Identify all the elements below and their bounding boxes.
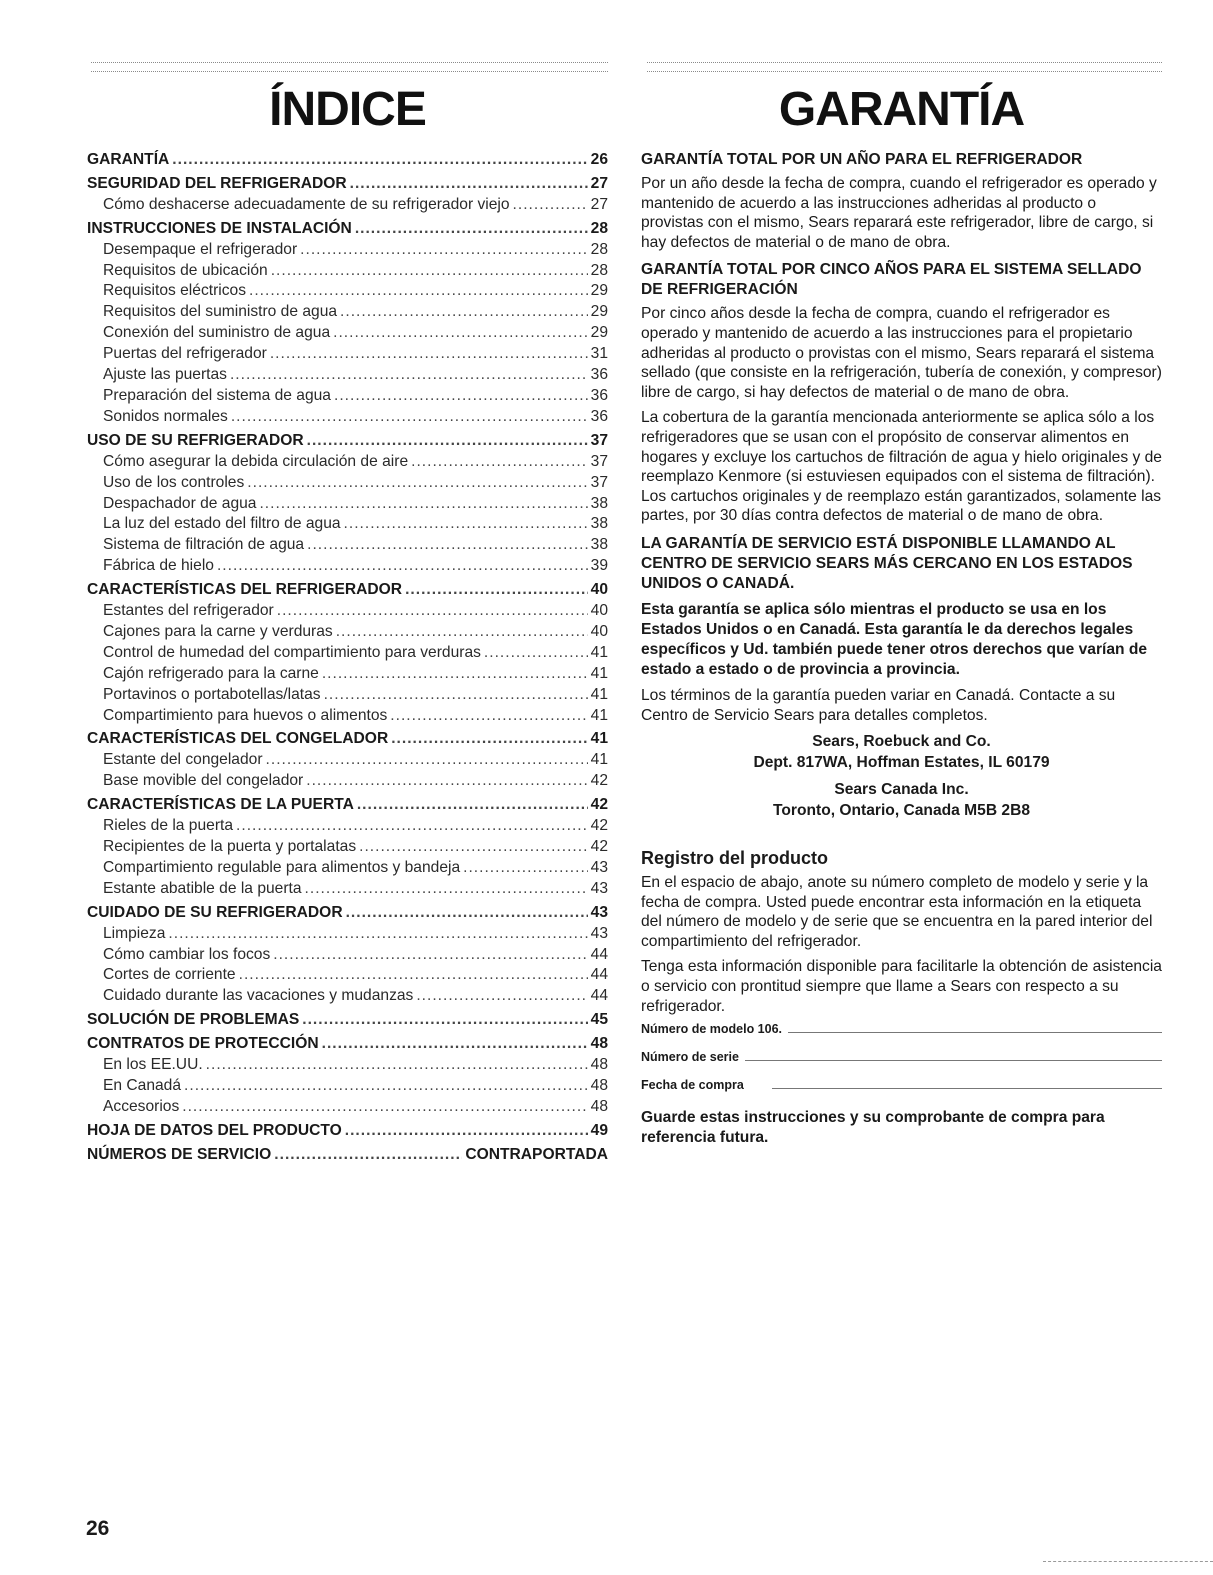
toc-entry [87,407,608,428]
toc-leader-dots [266,750,588,771]
toc-page-number: 41 [590,685,608,703]
toc-entry [87,302,608,323]
serial-number-field[interactable] [641,1050,1162,1064]
save-instructions-note: Guarde estas instrucciones y su comprobante de compra para referencia futura. [641,1109,1105,1147]
toc-entry-title: Recipientes de la puerta y portalatas [103,838,357,855]
toc-entry [87,601,608,622]
toc-page-number: 44 [590,987,608,1005]
serial-number-label: Número de serie [641,1050,739,1065]
toc-page-number: 43 [590,858,608,876]
toc-page-number: 48 [590,1097,608,1115]
toc-entry-title: Cajón refrigerado para la carne [103,664,319,682]
toc-entry [87,685,608,706]
toc-entry [87,1076,608,1097]
toc-entry [87,837,608,858]
toc-entry [87,580,608,601]
toc-leader-dots [350,174,588,195]
toc-entry-title: Sonidos normales [103,407,228,425]
toc-entry [87,622,608,643]
toc-entry [87,729,608,750]
toc-leader-dots [340,302,588,323]
toc-leader-dots [184,1076,588,1097]
toc-entry [87,535,608,556]
model-number-field[interactable] [641,1022,1162,1036]
toc-entry [87,431,608,452]
table-of-contents [87,150,608,1166]
toc-page-number: 31 [590,345,608,363]
toc-page-number: 27 [590,195,608,213]
toc-entry-title: INSTRUCCIONES DE INSTALACIÓN [87,219,352,237]
toc-leader-dots [230,365,588,386]
product-registration-title: Registro del producto [641,848,829,869]
toc-entry-title: USO DE SU REFRIGERADOR [87,431,304,449]
toc-leader-dots [334,386,588,407]
toc-page-number: 29 [590,282,608,300]
service-availability-heading: LA GARANTÍA DE SERVICIO ESTÁ DISPONIBLE LLAMANDO AL CENTRO DE SERVICIO SEARS MÁS CERCANO EN LOS ESTADOS UNIDOS O CANADÁ. [641,534,1133,592]
index-column [87,62,608,1166]
toc-entry [87,1097,608,1118]
toc-entry [87,965,608,986]
warranty-heading-five-years: GARANTÍA TOTAL POR CINCO AÑOS PARA EL SISTEMA SELLADO DE REFRIGERACIÓN [641,261,1142,299]
toc-leader-dots [411,452,588,473]
toc-leader-dots [333,323,588,344]
top-rule [647,62,1162,72]
toc-leader-dots [359,837,588,858]
toc-entry [87,986,608,1007]
toc-entry [87,903,608,924]
toc-leader-dots [274,1145,462,1166]
toc-entry [87,281,608,302]
toc-page-number: 28 [590,219,608,237]
toc-entry-title: Cómo asegurar la debida circulación de aire [103,452,409,470]
toc-leader-dots [513,195,588,216]
toc-entry [87,879,608,900]
toc-leader-dots [306,771,587,792]
toc-page-number: 28 [590,240,608,258]
toc-page-number: 27 [590,174,608,192]
toc-leader-dots [182,1097,587,1118]
toc-page-number: 39 [590,557,608,575]
toc-page-number: 38 [590,536,608,554]
toc-entry [87,261,608,282]
toc-leader-dots [355,219,588,240]
toc-leader-dots [391,729,587,750]
toc-entry-title: Accesorios [103,1097,180,1115]
toc-leader-dots [270,344,588,365]
toc-leader-dots [206,1055,588,1076]
toc-entry [87,924,608,945]
toc-entry-title: HOJA DE DATOS DEL PRODUCTO [87,1121,342,1139]
toc-page-number: 41 [590,643,608,661]
registration-paragraph: Tenga esta información disponible para facilitarle la obtención de asistencia o servicio con prontitud siempre que llame a Sears con respecto a su refrigerador. [641,958,1162,1015]
toc-entry-title: Rieles de la puerta [103,817,234,835]
toc-leader-dots [307,431,588,452]
toc-leader-dots [217,556,588,577]
toc-leader-dots [463,858,588,879]
toc-entry-title: Cómo deshacerse adecuadamente de su refrigerador viejo [103,195,510,213]
toc-entry [87,795,608,816]
toc-entry-title: Base movible del congelador [103,772,304,790]
registration-paragraph: En el espacio de abajo, anote su número completo de modelo y serie y la fecha de compra. Usted puede encontrar esta información en la etiqueta del número de modelo y de serie que se encuentra en la pared interior del compartimiento del refrigerador. [641,874,1153,950]
toc-entry [87,219,608,240]
warranty-heading-one-year: GARANTÍA TOTAL POR UN AÑO PARA EL REFRIGERADOR [641,151,1083,168]
toc-leader-dots [277,601,588,622]
index-title: ÍNDICE [269,83,426,136]
toc-entry [87,1145,608,1166]
toc-entry-title: La luz del estado del filtro de agua [103,515,341,533]
toc-leader-dots [259,494,587,515]
toc-page-number: 41 [590,751,608,769]
purchase-date-line[interactable] [772,1087,1162,1089]
toc-entry [87,643,608,664]
toc-leader-dots [416,986,587,1007]
toc-entry-title: En Canadá [103,1076,182,1094]
toc-page-number: 37 [590,473,608,491]
toc-entry-title: Estante del congelador [103,751,263,769]
toc-entry-title: CARACTERÍSTICAS DEL REFRIGERADOR [87,581,403,599]
toc-entry-title: Requisitos de ubicación [103,261,268,279]
toc-entry-title: SEGURIDAD DEL REFRIGERADOR [87,174,347,192]
toc-entry [87,452,608,473]
toc-page-number: 36 [590,366,608,384]
toc-leader-dots [345,1121,588,1142]
toc-page-number: 37 [590,431,608,449]
toc-entry [87,323,608,344]
toc-page-number: 29 [590,324,608,342]
toc-entry-title: Cómo cambiar los focos [103,945,271,963]
address-line: Dept. 817WA, Hoffman Estates, IL 60179 [753,754,1050,772]
address-line: Sears, Roebuck and Co. [812,733,991,751]
toc-entry [87,750,608,771]
toc-entry-title: CARACTERÍSTICAS DEL CONGELADOR [87,730,389,748]
toc-entry [87,858,608,879]
toc-page-number: 41 [590,730,608,748]
toc-page-number: 49 [590,1121,608,1139]
serial-number-line[interactable] [745,1059,1162,1061]
toc-entry [87,1055,608,1076]
toc-entry [87,494,608,515]
toc-page-number: 41 [590,706,608,724]
toc-page-number: 42 [590,817,608,835]
toc-leader-dots [322,664,588,685]
toc-entry-title: CUIDADO DE SU REFRIGERADOR [87,903,343,921]
toc-page-number: 29 [590,303,608,321]
toc-entry-title: Compartimiento regulable para alimentos y bandeja [103,858,461,876]
toc-entry-title: Conexión del suministro de agua [103,324,331,342]
toc-leader-dots [302,1010,587,1031]
toc-page-number: 36 [590,386,608,404]
toc-page-number: 44 [590,945,608,963]
toc-entry-title: Preparación del sistema de agua [103,386,331,404]
sears-us-address [641,731,1162,773]
warranty-paragraph: Por cinco años desde la fecha de compra, cuando el refrigerador es operado y mantenido de acuerdo a las instrucciones para el propietario adheridas al producto o provistas con el mismo, Sears reparará el sistema sellado (que consiste en la refrigeración, tubería de conexión, y compresor) libre de cargo, si hay defectos de material o de mano de obra. [641,305,1162,401]
toc-leader-dots [484,643,588,664]
toc-leader-dots [307,535,588,556]
toc-page-number: 42 [590,796,608,814]
toc-leader-dots [305,879,588,900]
toc-page-number: 36 [590,407,608,425]
warranty-column [641,62,1162,1148]
toc-entry-title: En los EE.UU. [103,1056,203,1074]
top-rule [91,62,608,72]
toc-leader-dots [231,407,588,428]
toc-entry [87,150,608,171]
model-number-label: Número de modelo 106. [641,1022,783,1037]
toc-entry [87,945,608,966]
toc-entry-title: NÚMEROS DE SERVICIO [87,1145,272,1163]
toc-entry [87,195,608,216]
toc-entry [87,174,608,195]
toc-leader-dots [344,514,588,535]
toc-entry [87,473,608,494]
toc-entry-title: CARACTERÍSTICAS DE LA PUERTA [87,796,354,814]
toc-entry-title: Estante abatible de la puerta [103,879,302,897]
purchase-date-field[interactable] [641,1078,1162,1092]
toc-page-number: 40 [590,622,608,640]
toc-entry-title: Uso de los controles [103,473,245,491]
toc-entry [87,514,608,535]
toc-entry [87,556,608,577]
toc-page-number: 38 [590,515,608,533]
toc-leader-dots [273,945,587,966]
toc-entry [87,365,608,386]
toc-leader-dots [405,580,588,601]
toc-page-number: 38 [590,494,608,512]
toc-page-number: 42 [590,772,608,790]
toc-entry-title: Requisitos del suministro de agua [103,303,338,321]
toc-page-number: 26 [590,151,608,168]
footer-mark [1043,1561,1213,1562]
warranty-paragraph: La cobertura de la garantía mencionada anteriormente se aplica sólo a los refrigeradores que se usan con el propósito de conservar alimentos en hogares y excluye los cartuchos de filtración de agua y hielo originales y de reemplazo Kenmore (si estuviesen equipados con el sistema de filtración). Los cartuchos originales y de reemplazo están garantizados, solamente las partes, por 30 días contra defectos de material o de mano de obra. [641,409,1162,525]
toc-entry [87,386,608,407]
toc-entry-title: Ajuste las puertas [103,366,227,384]
toc-entry [87,344,608,365]
toc-entry-title: Portavinos o portabotellas/latas [103,685,321,703]
address-line: Sears Canada Inc. [834,781,969,799]
toc-page-number: 48 [590,1035,608,1053]
toc-entry-title: Desempaque el refrigerador [103,240,298,258]
toc-leader-dots [168,924,587,945]
toc-leader-dots [336,622,588,643]
toc-page-number: 45 [590,1011,608,1029]
warranty-paragraph: Por un año desde la fecha de compra, cuando el refrigerador es operado y mantenido de acuerdo a las instrucciones adheridas al producto o provistas con el mismo, Sears reparará este refrigerador, libre de cargo, si hay defectos de material o de mano de obra. [641,175,1157,251]
toc-page-number: 28 [590,261,608,279]
toc-page-number: 42 [590,838,608,855]
toc-entry-title: Requisitos eléctricos [103,282,247,300]
toc-page-number: 48 [590,1056,608,1074]
toc-entry [87,240,608,261]
toc-entry [87,816,608,837]
toc-entry [87,1010,608,1031]
warranty-paragraph: Los términos de la garantía pueden variar en Canadá. Contacte a su Centro de Servicio Sears para detalles completos. [641,686,1116,724]
warranty-title: GARANTÍA [778,83,1025,136]
warranty-scope-statement: Esta garantía se aplica sólo mientras el producto se usa en los Estados Unidos o en Canadá. Esta garantía le da derechos legales específicos y Ud. también puede tener otros derechos que varían de estado a estado o de provincia a provincia. [641,600,1148,678]
model-number-line[interactable] [788,1031,1162,1033]
toc-entry-title: Control de humedad del compartimiento para verduras [103,643,481,661]
toc-page-number: 43 [590,879,608,897]
toc-page-number: 44 [590,966,608,984]
toc-leader-dots [247,473,587,494]
toc-entry-title: GARANTÍA [87,151,170,168]
toc-entry-title: Cortes de corriente [103,966,236,984]
toc-leader-dots [172,150,587,171]
toc-leader-dots [357,795,588,816]
toc-entry [87,706,608,727]
page-number: 26 [86,1517,110,1540]
toc-page-number: 43 [590,924,608,942]
toc-page-number: 41 [590,664,608,682]
sears-canada-address [641,779,1162,821]
toc-leader-dots [271,261,588,282]
purchase-date-label: Fecha de compra [641,1078,744,1093]
toc-page-number: 40 [590,602,608,620]
toc-entry-title: Limpieza [103,924,166,942]
toc-entry [87,771,608,792]
toc-entry-title: SOLUCIÓN DE PROBLEMAS [87,1011,300,1029]
toc-page-number: 48 [590,1076,608,1094]
toc-entry-title: Estantes del refrigerador [103,602,274,620]
toc-leader-dots [324,685,588,706]
toc-leader-dots [300,240,587,261]
toc-entry-title: Compartimiento para huevos o alimentos [103,706,388,724]
address-line: Toronto, Ontario, Canada M5B 2B8 [772,802,1031,820]
toc-entry-title: Cuidado durante las vacaciones y mudanzas [103,987,414,1005]
toc-entry [87,1034,608,1055]
toc-entry-title: CONTRATOS DE PROTECCIÓN [87,1035,319,1053]
toc-leader-dots [239,965,588,986]
toc-entry [87,664,608,685]
toc-entry [87,1121,608,1142]
toc-leader-dots [390,706,587,727]
toc-entry-title: Sistema de filtración de agua [103,536,305,554]
toc-entry-title: Despachador de agua [103,494,257,512]
toc-leader-dots [322,1034,588,1055]
toc-entry-title: Fábrica de hielo [103,557,214,575]
toc-page-number: 37 [590,452,608,470]
toc-leader-dots [249,281,588,302]
toc-entry-title: Cajones para la carne y verduras [103,622,333,640]
toc-entry-title: Puertas del refrigerador [103,345,267,363]
toc-leader-dots [346,903,588,924]
toc-leader-dots [236,816,588,837]
toc-page-number: 43 [590,903,608,921]
toc-page-number: CONTRAPORTADA [465,1145,608,1163]
toc-page-number: 40 [590,581,608,599]
